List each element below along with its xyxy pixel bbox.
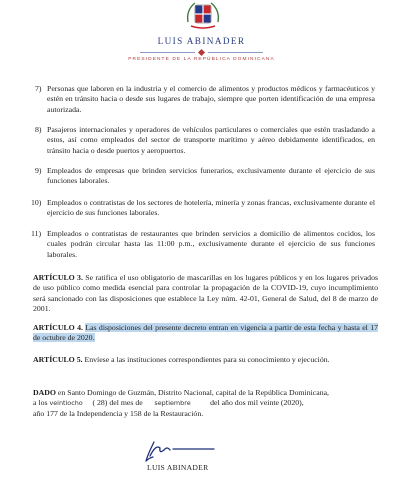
coat-of-arms-seal: [183, 0, 223, 30]
dado-year: del año dos mil veinte (2020),: [210, 398, 304, 408]
list-item-number: 8): [35, 125, 42, 134]
article-label: ARTÍCULO 4.: [33, 323, 83, 332]
president-title-header: PRESIDENTE DE LA REPÚBLICA DOMINICANA: [128, 57, 275, 62]
article-5: [33, 355, 378, 365]
article-text: Se ratifica el uso obligatorio de mascarillas en los lugares públicos y en los lugares privados de uso público como medida esencial para controlar la propagación de la COVID-19, cuyo incumplimiento será sancionado con las disposiciones que establece la Ley núm. 42-01, General de Salud, del 8 de marzo de 2001.: [33, 273, 379, 314]
list-item-number: 10): [31, 198, 42, 207]
dado-line-2: [33, 398, 378, 408]
list-item-9: [35, 166, 375, 187]
dado-paragraph: [33, 388, 378, 419]
header-rule-right: [208, 52, 263, 53]
highlighted-article-text[interactable]: Las disposiciones del presente decreto entran en vigencia a partir de esta fecha y hasta el 17 de octubre de 2020.: [33, 323, 378, 343]
handwritten-signature: [140, 434, 220, 464]
dado-place: en Santo Domingo de Guzmán, Distrito Nacional, capital de la República Dominicana,: [57, 388, 330, 397]
dado-day-words: veintiocho: [49, 399, 83, 408]
article-label: ARTÍCULO 5.: [33, 355, 83, 364]
signature-name: LUIS ABINADER: [147, 463, 209, 472]
list-item-text: Empleados o contratistas de los sectores de hotelería, minería y zonas francas, exclusivamente durante el ejercicio de sus funciones laborales.: [47, 198, 375, 218]
list-item-number: 7): [35, 84, 42, 93]
article-text: Envíese a las instituciones correspondientes para su conocimiento y ejecución.: [84, 355, 330, 364]
list-item-number: 9): [35, 166, 42, 175]
list-item-text: Personas que laboren en la industria y el comercio de alimentos y productos médicos y farmacéuticos y estén en tránsito hacia o desde sus lugares de trabajo, siempre que porten identificación de una empresa autorizada.: [47, 84, 375, 114]
article-4: [33, 323, 378, 344]
dado-line-3: año 177 de la Independencia y 158 de la Restauración.: [33, 408, 204, 418]
list-item-7: [35, 84, 375, 115]
list-item-text: Empleados de empresas que brinden servicios funerarios, exclusivamente durante el ejercicio de sus funciones laborales.: [47, 166, 375, 186]
list-item-11: [31, 229, 375, 260]
list-item-8: [35, 125, 375, 156]
list-item-number: 11): [31, 229, 42, 238]
list-item-text: Empleados o contratistas de restaurantes que brinden servicios a domicilio de alimentos cocidos, los cuales podrán circular hasta las 11:00 p.m., exclusivamente durante el ejercicio de sus funciones laborales.: [47, 229, 375, 259]
dado-line-1: [33, 388, 378, 398]
article-3: [33, 273, 378, 315]
president-name-header: LUIS ABINADER: [157, 36, 246, 46]
article-label: ARTÍCULO 3.: [33, 273, 83, 282]
dado-del-mes: del mes de: [109, 398, 143, 408]
dado-label: DADO: [33, 388, 56, 397]
list-item-text: Pasajeros internacionales y operadores de vehículos particulares o comerciales que estén trasladando a estos, así como empleados del sector de transporte marítimo y aéreo debidamente identificados, en tránsito hacia o desde puertos y aeropuertos.: [47, 125, 375, 155]
header-rule-left: [140, 52, 195, 53]
dado-month: septiembre: [154, 399, 191, 408]
dado-a-los: a los: [33, 398, 48, 408]
list-item-10: [31, 198, 375, 219]
header-rule-ornament: [198, 49, 205, 56]
dado-day-number: ( 28): [92, 398, 108, 408]
